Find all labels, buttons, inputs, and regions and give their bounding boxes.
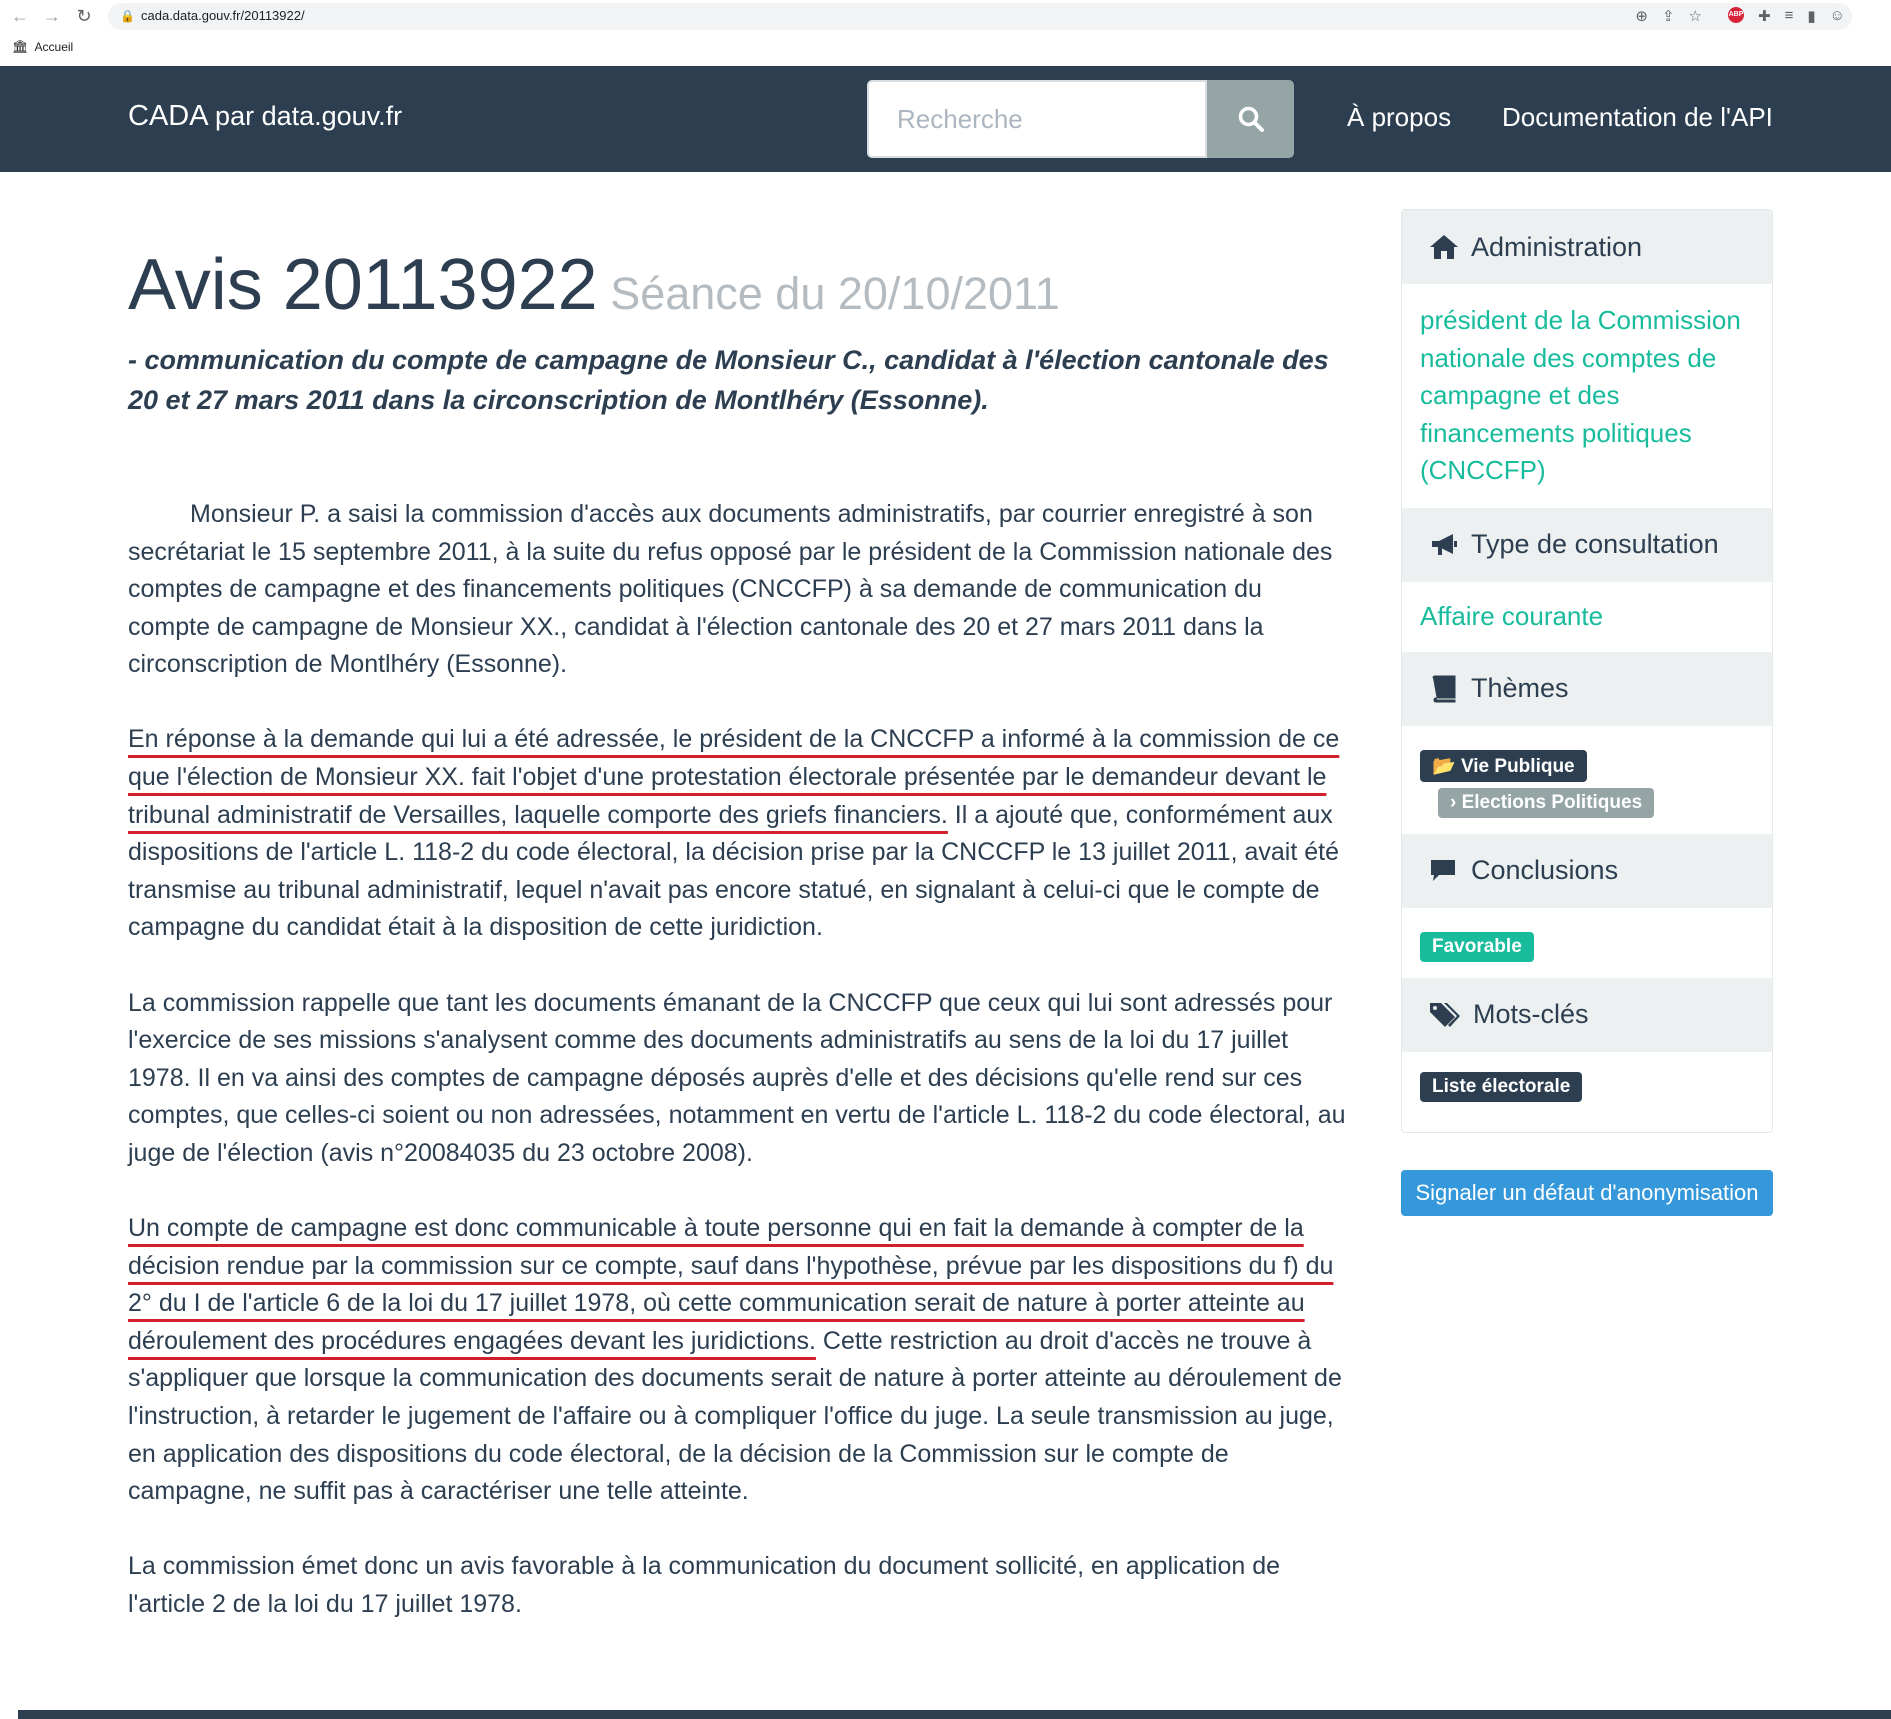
address-bar[interactable] xyxy=(108,3,1852,30)
comment-icon xyxy=(1429,858,1459,884)
avis-subject: - communication du compte de campagne de Monsieur C., candidat à l'élection cantonale des 20 et 27 mars 2011 dans la circonscription de Montlhéry (Essonne). xyxy=(128,345,1329,415)
theme-primary-label: Vie Publique xyxy=(1460,755,1575,777)
paragraph xyxy=(128,985,1350,1173)
conclusions-body xyxy=(1402,908,1772,978)
page-title xyxy=(128,244,1060,326)
bookmark-label: Accueil xyxy=(34,40,74,54)
administration-heading-label: Administration xyxy=(1471,231,1643,262)
conclusions-heading-label: Conclusions xyxy=(1471,855,1619,886)
administration-body xyxy=(1402,284,1772,508)
avis-number: Avis 20113922 xyxy=(128,245,598,325)
keywords-heading xyxy=(1402,978,1772,1052)
administration-heading xyxy=(1402,210,1772,284)
paragraph-text: Monsieur P. a saisi la commission d'accès aux documents administratifs, par courrier enregistré à son secrétariat le 15 septembre 2011, à la suite du refus opposé par le président de la Commission nationale des comptes de campagne et des financements politiques (CNCCFP) à sa demande de communication du compte de campagne de Monsieur XX., candidat à l'élection cantonale des 20 et 27 mars 2011 dans la circonscription de Montlhéry (Essonne). xyxy=(128,500,1333,679)
avis-content xyxy=(128,496,1350,1661)
tags-icon xyxy=(1429,1001,1461,1029)
administration-link[interactable]: président de la Commission nationale des comptes de campagne et des financements politiques (CNCCFP) xyxy=(1420,305,1741,486)
themes-heading xyxy=(1402,652,1772,726)
zoom-icon[interactable]: ⊕ xyxy=(1635,8,1648,25)
themes-body xyxy=(1402,726,1772,834)
type-body xyxy=(1402,582,1772,652)
bullhorn-icon xyxy=(1429,532,1459,558)
adblock-icon[interactable]: ABP xyxy=(1728,7,1744,23)
paragraph xyxy=(128,496,1350,684)
type-heading xyxy=(1402,508,1772,582)
reading-list-icon[interactable]: ≡ xyxy=(1784,7,1794,24)
themes-heading-label: Thèmes xyxy=(1471,673,1569,704)
extensions xyxy=(1728,7,1845,25)
underlined-text: Un compte de campagne est donc communicable à toute personne qui en fait la demande à compter de la décision rendue par la commission sur ce compte, sauf dans l'hypothèse, prévue par les dispositions du f) du 2° du I de l'article 6 de la loi du 17 juillet 1978, où cette communication serait de nature à porter atteinte au déroulement des procédures engagées devant les juridictions. xyxy=(128,1214,1334,1355)
book-icon xyxy=(1429,675,1459,703)
seance-date: Séance du 20/10/2011 xyxy=(610,268,1060,319)
omnibox-tools xyxy=(1635,7,1702,25)
brand-main: CADA xyxy=(128,100,207,132)
brand-link[interactable] xyxy=(128,100,402,133)
puzzle-icon[interactable]: ✚ xyxy=(1758,8,1771,25)
share-icon[interactable]: ⇪ xyxy=(1661,8,1675,25)
type-heading-label: Type de consultation xyxy=(1471,529,1719,560)
forward-icon[interactable]: → xyxy=(43,6,61,26)
sidepanel-icon[interactable]: ▮ xyxy=(1807,8,1816,25)
theme-secondary-label: Elections Politiques xyxy=(1461,791,1643,813)
nav-api-docs[interactable]: Documentation de l'API xyxy=(1502,102,1773,132)
profile-icon[interactable]: ☺ xyxy=(1829,7,1845,24)
theme-badge-primary[interactable] xyxy=(1420,750,1587,782)
paragraph xyxy=(128,1548,1350,1623)
paragraph-text: La commission rappelle que tant les documents émanant de la CNCCFP que ceux qui lui sont adressés pour l'exercice de ses missions s'analysent comme des documents administratifs au sens de la loi du 17 juillet 1978. Il en va ainsi des comptes de campagne déposés auprès d'elle et des décisions qu'elle rend sur ces comptes, que celles-ci soient ou non adressées, notamment en vertu de l'article L. 118-2 du code électoral, au juge de l'élection (avis n°20084035 du 23 octobre 2008). xyxy=(128,988,1346,1167)
brand-small: par data.gouv.fr xyxy=(215,101,403,131)
lock-icon: 🔒 xyxy=(120,9,135,23)
report-anonymization-button[interactable]: Signaler un défaut d'anonymisation xyxy=(1401,1170,1773,1216)
building-icon: 🏛 xyxy=(12,39,29,54)
keywords-heading-label: Mots-clés xyxy=(1473,999,1589,1030)
bookmark-accueil[interactable] xyxy=(12,39,73,55)
metadata-sidebar xyxy=(1401,209,1773,1133)
underlined-text: En réponse à la demande qui lui a été adressée, le président de la CNCCFP a informé à la commission de ce que l'élection de Monsieur XX. fait l'objet d'une protestation électorale présentée par le demandeur devant le tribunal administratif de Versailles, laquelle comporte des griefs financiers. xyxy=(128,725,1340,829)
conclusions-heading xyxy=(1402,834,1772,908)
folder-open-icon: 📂 xyxy=(1432,755,1456,777)
conclusion-badge[interactable]: Favorable xyxy=(1420,932,1534,962)
url-text: cada.data.gouv.fr/20113922/ xyxy=(141,8,305,23)
star-icon[interactable]: ☆ xyxy=(1688,8,1702,25)
footer-bar xyxy=(18,1710,1891,1719)
site-navbar xyxy=(0,66,1891,172)
chevron-right-icon: › xyxy=(1450,791,1457,813)
back-icon[interactable]: ← xyxy=(11,6,29,26)
paragraph-text: Il a ajouté que, conformément aux dispositions de l'article L. 118-2 du code électoral, la décision prise par la CNCCFP le 13 juillet 2011, avait été transmise au tribunal administratif, lequel n'avait pas encore statué, en signalant à celui-ci que le compte de campagne du candidat était à la disposition de cette juridiction. xyxy=(128,800,1339,942)
paragraph xyxy=(128,1210,1350,1511)
paragraph-text: La commission émet donc un avis favorable à la communication du document sollicité, en application de l'article 2 de la loi du 17 juillet 1978. xyxy=(128,1552,1281,1618)
home-icon xyxy=(1429,234,1459,260)
nav-a-propos[interactable]: À propos xyxy=(1347,102,1452,132)
keyword-badge[interactable]: Liste électorale xyxy=(1420,1072,1582,1102)
paragraph xyxy=(128,721,1350,947)
type-link[interactable]: Affaire courante xyxy=(1420,600,1604,631)
paragraph-text: Cette restriction au droit d'accès ne trouve à s'appliquer que lorsque la communication des documents serait de nature à porter atteinte au déroulement de l'instruction, à retarder le jugement de l'affaire ou à compliquer l'office du juge. La seule transmission au juge, en application des dispositions du code électoral, de la décision de la Commission sur le compte de campagne, ne suffit pas à caractériser une telle atteinte. xyxy=(128,1326,1342,1506)
search-input[interactable] xyxy=(867,80,1207,158)
search-icon xyxy=(1237,105,1265,133)
reload-icon[interactable]: ↻ xyxy=(76,6,92,26)
search-button[interactable] xyxy=(1207,80,1294,158)
theme-badge-secondary[interactable] xyxy=(1438,788,1654,818)
keywords-body xyxy=(1402,1052,1772,1120)
browser-nav xyxy=(10,6,94,27)
browser-chrome xyxy=(0,0,1891,66)
